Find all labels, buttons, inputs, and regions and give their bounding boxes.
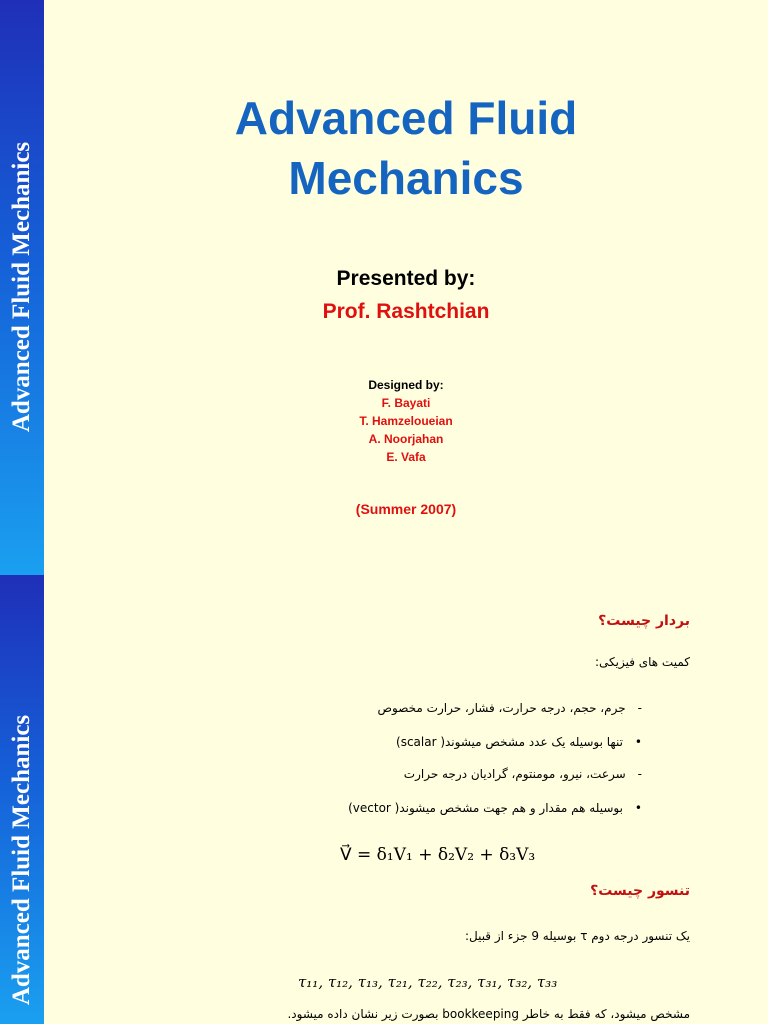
presenter-name: Prof. Rashtchian	[322, 300, 490, 323]
tensor-components: τ₁₁, τ₁₂, τ₁₃, τ₂₁, τ₂₂, τ₂₃, τ₃₁, τ₃₂, τ₃₃	[298, 973, 558, 991]
tensor-intro: یک تنسور درجه دوم τ بوسیله 9 جزء از قبیل:	[464, 929, 690, 943]
cover-title-line1: Advanced Fluid	[234, 92, 578, 144]
sidebar-band	[0, 575, 44, 1024]
presented-by-label: Presented by:	[336, 267, 476, 290]
dash-marker: -	[637, 767, 642, 781]
bullet-marker: •	[634, 735, 642, 749]
cover-title-line2: Mechanics	[288, 152, 524, 204]
sidebar-band	[0, 0, 44, 575]
list-item	[378, 701, 642, 715]
heading-tensor: تنسور چیست؟	[590, 883, 690, 899]
date-label: (Summer 2007)	[355, 501, 457, 517]
list-item	[348, 801, 642, 815]
list-item	[404, 767, 642, 781]
list-item-text: جرم، حجم، درجه حرارت، فشار، حرارت مخصوص	[377, 701, 626, 715]
list-item	[396, 735, 642, 749]
list-item-text: تنها بوسیله یک عدد مشخص میشوند( scalar)	[396, 735, 623, 749]
heading-vector: بردار چیست؟	[598, 613, 690, 629]
designed-by-block	[44, 376, 768, 466]
sidebar-title: Advanced Fluid Mechanics	[8, 714, 35, 1006]
list-item-text: بوسیله هم مقدار و هم جهت مشخص میشوند( vector)	[348, 801, 623, 815]
designer-name: F. Bayati	[381, 396, 431, 410]
bottom-line: مشخص میشود، که فقط به خاطر bookkeeping بصورت زیر نشان داده میشود.	[287, 1007, 690, 1021]
designer-name: A. Noorjahan	[368, 432, 444, 446]
content-slide	[0, 575, 768, 1024]
designer-name: T. Hamzeloueian	[359, 414, 453, 428]
intro-text: کمیت های فیزیکی:	[594, 655, 690, 669]
bullet-marker: •	[634, 801, 642, 815]
list-item-text: سرعت، نیرو، مومنتوم، گرادیان درجه حرارت	[403, 767, 626, 781]
sidebar-title: Advanced Fluid Mechanics	[8, 141, 35, 433]
designer-name: E. Vafa	[386, 450, 426, 464]
cover-title	[44, 88, 768, 208]
dash-marker: -	[637, 701, 642, 715]
vector-equation: V⃗ = δ₁V₁ + δ₂V₂ + δ₃V₃	[340, 845, 536, 865]
designed-by-label: Designed by:	[368, 378, 444, 392]
